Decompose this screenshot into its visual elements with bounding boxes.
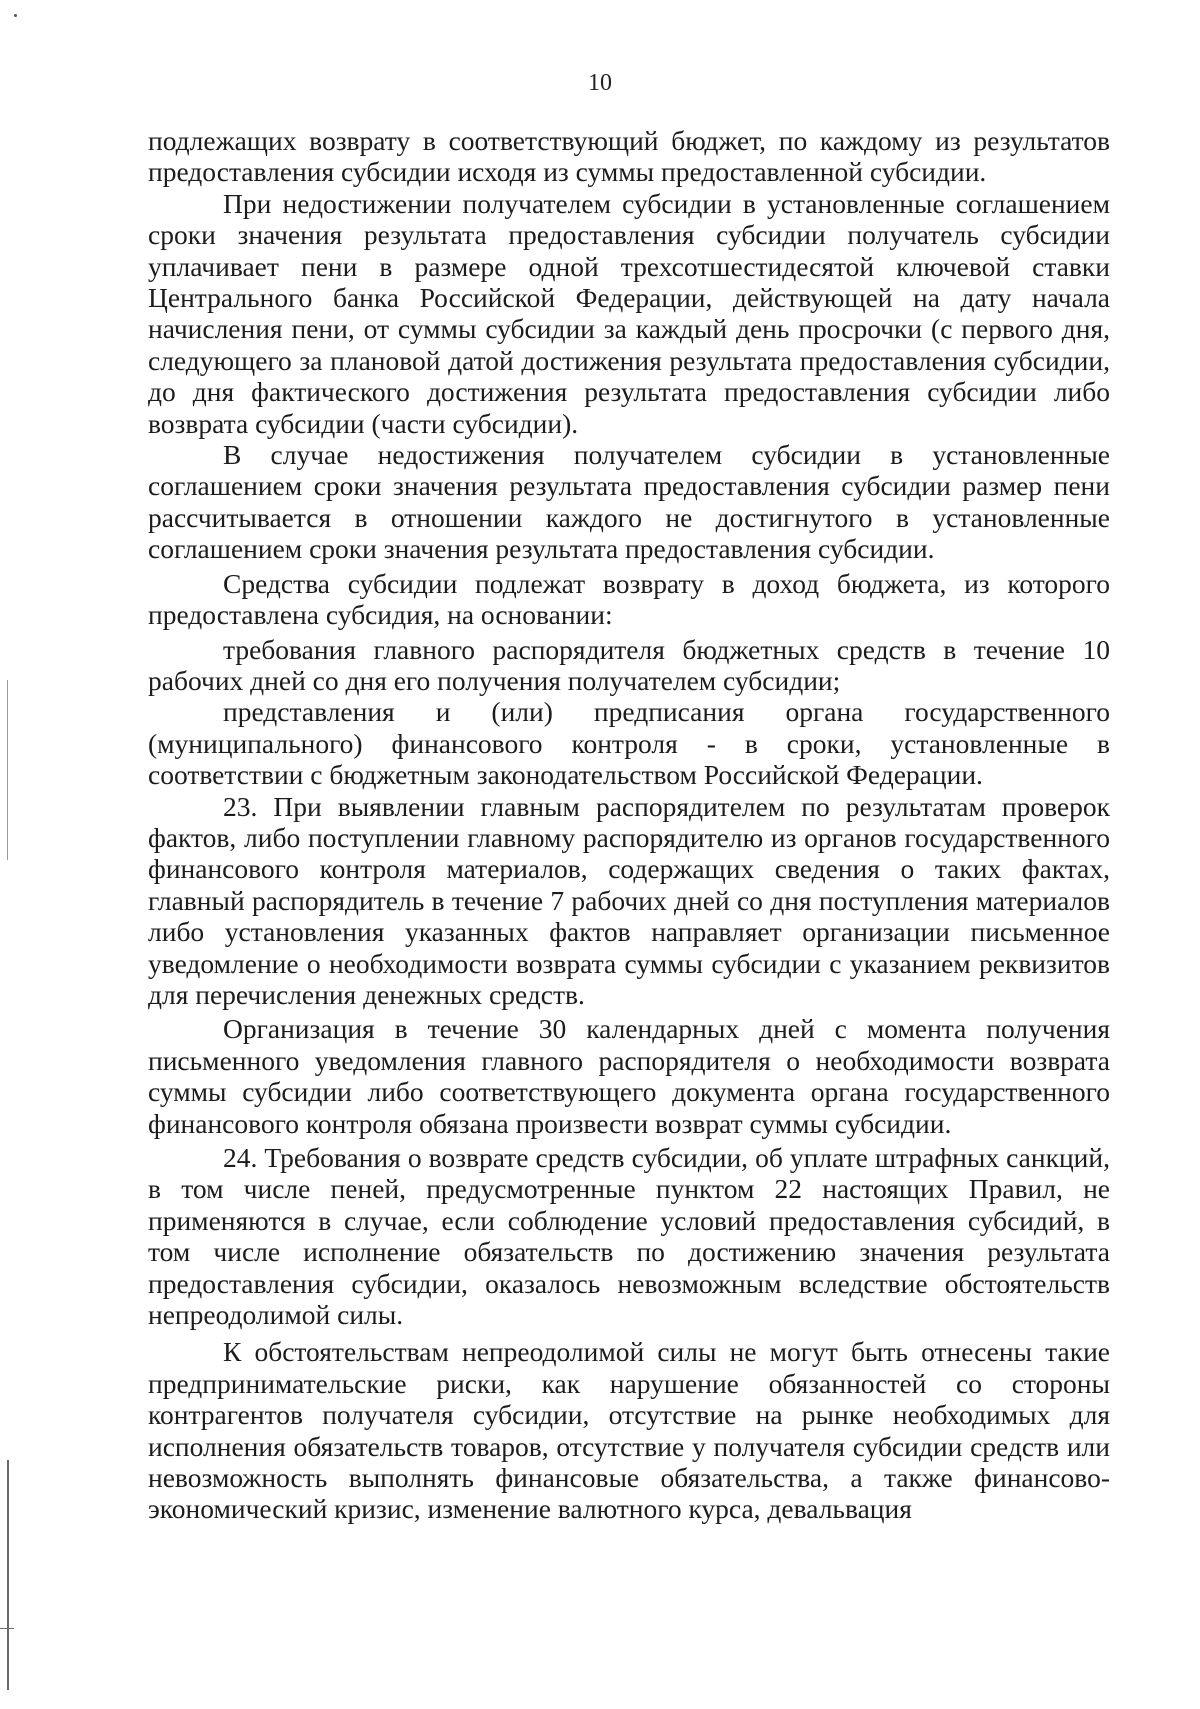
paragraph-organization-return: Организация в течение 30 календарных дней с момента получения письменного уведомления главного распорядителя о необходимости возврата суммы субсидии либо соответствующего документа органа государственного финансового контроля обязана произвести возврат суммы субсидии. — [148, 1013, 1110, 1139]
paragraph-penalty: При недостижении получателем субсидии в установленные соглашением сроки значения результата предоставления субсидии получатель субсидии уплачивает пени в размере одной трехсотшестидесятой ключевой ставки Центрального банка Российской Федерации, действующей на дату начала начисления пени, от суммы субсидии за каждый день просрочки (с первого дня, следующего за плановой датой достижения результата предоставления субсидии, до дня фактического достижения результата предоставления субсидии либо возврата субсидии (части субсидии). — [148, 187, 1110, 439]
scan-edge-tick — [0, 1628, 14, 1629]
paragraph-item-24: 24. Требования о возврате средств субсидии, об уплате штрафных санкций, в том числе пеней, предусмотренные пунктом 22 настоящих Правил, не применяются в случае, если соблюдение условий предоставления субсидий, в том числе исполнение обязательств по достижению значения результата предоставления субсидии, оказалось невозможным вследствие обстоятельств непреодолимой силы. — [148, 1142, 1110, 1331]
paragraph-item-23: 23. При выявлении главным распорядителем по результатам проверок фактов, либо поступлении главному распорядителю из органов государственного финансового контроля материалов, содержащих сведения о таких фактах, главный распорядитель в течение 7 рабочих дней со дня поступления материалов либо установления указанных фактов направляет организации письменное уведомление о необходимости возврата суммы субсидии с указанием реквизитов для перечисления денежных средств. — [148, 790, 1110, 1010]
document-body — [148, 125, 1110, 1525]
paragraph-control-order: представления и (или) предписания органа государственного (муниципального) финансового контроля - в сроки, установленные в соответствии с бюджетным законодательством Российской Федерации. — [148, 696, 1110, 791]
paragraph-force-majeure: К обстоятельствам непреодолимой силы не могут быть отнесены такие предпринимательские риски, как нарушение обязанностей со стороны контрагентов получателя субсидии, отсутствие на рынке необходимых для исполнения обязательств товаров, отсутствие у получателя субсидии средств или невозможность выполнять финансовые обязательства, а также финансово-экономический кризис, изменение валютного курса, девальвация — [148, 1336, 1110, 1525]
paragraph-requirement: требования главного распорядителя бюджетных средств в течение 10 рабочих дней со дня его получения получателем субсидии; — [148, 633, 1110, 696]
scan-speck — [14, 14, 17, 17]
paragraph-penalty-calculation: В случае недостижения получателем субсидии в установленные соглашением сроки значения результата предоставления субсидии размер пени рассчитывается в отношении каждого не достигнутого в установленные соглашением сроки значения результата предоставления субсидии. — [148, 439, 1110, 565]
page-number: 10 — [588, 70, 612, 96]
scan-edge-line — [7, 680, 8, 860]
paragraph-continuation: подлежащих возврату в соответствующий бюджет, по каждому из результатов предоставления субсидии исходя из суммы предоставленной субсидии. — [148, 125, 1110, 188]
paragraph-return-basis: Средства субсидии подлежат возврату в доход бюджета, из которого предоставлена субсидия, на основании: — [148, 567, 1110, 631]
scan-edge-line-lower — [7, 1460, 9, 1690]
